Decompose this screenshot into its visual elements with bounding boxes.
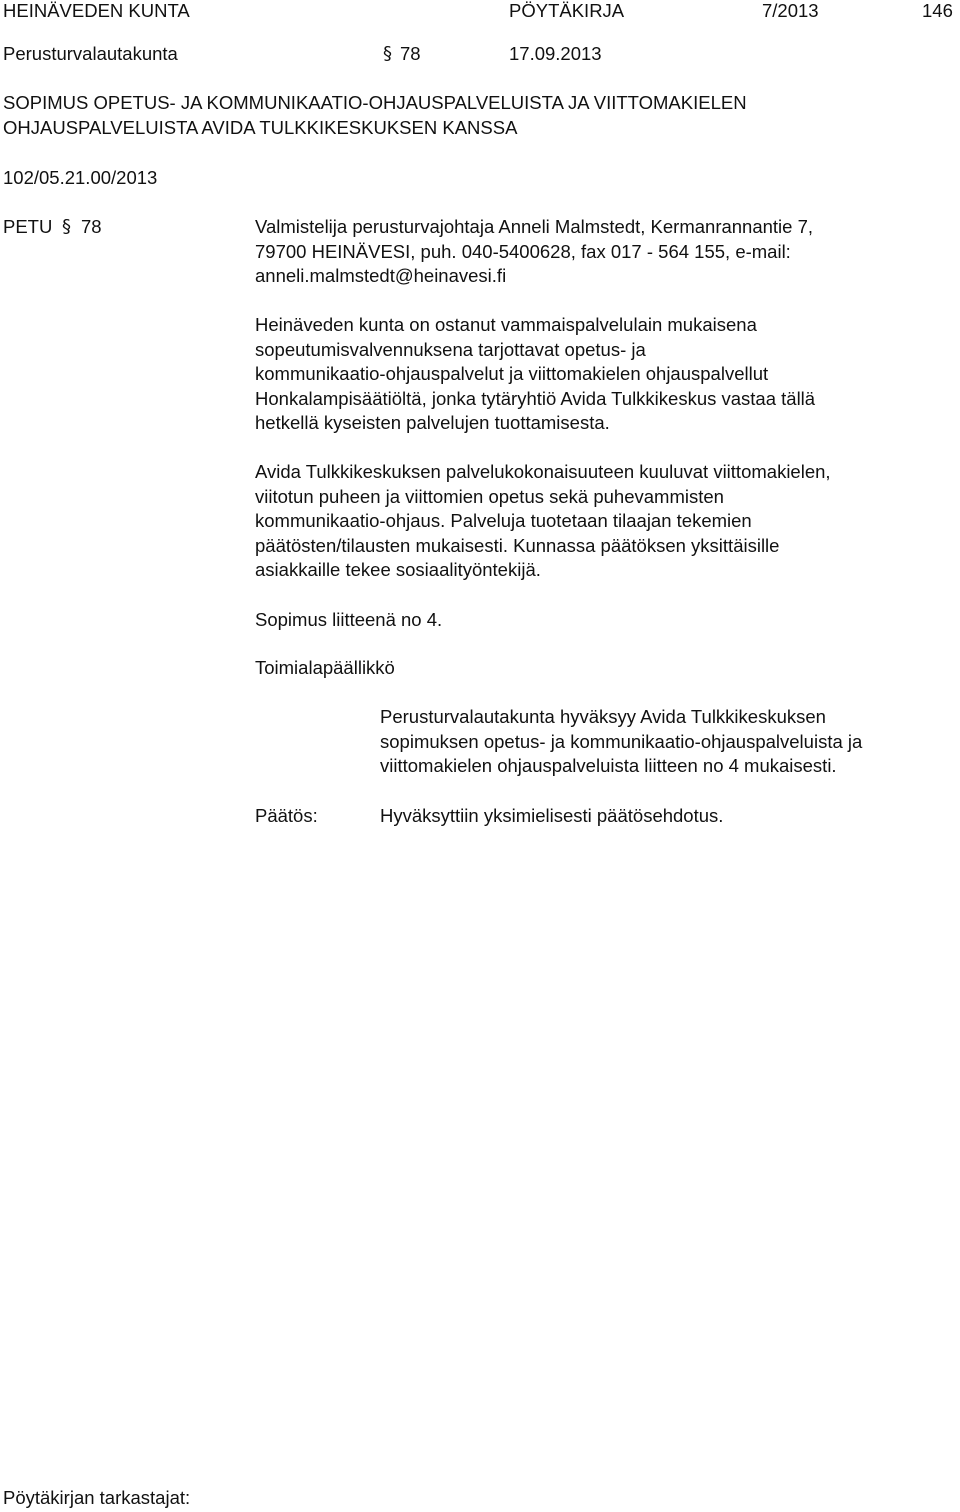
decision-text: Hyväksyttiin yksimielisesti päätösehdotus. bbox=[380, 805, 724, 826]
meeting-date: 17.09.2013 bbox=[509, 43, 602, 64]
board-name: Perusturvalautakunta bbox=[3, 43, 178, 64]
document-type: PÖYTÄKIRJA bbox=[509, 0, 625, 21]
paragraph-line: päätösten/tilausten mukaisesti. Kunnassa päätöksen yksittäisille bbox=[255, 534, 780, 556]
petu-section-symbol: § bbox=[62, 216, 71, 237]
paragraph-line: Avida Tulkkikeskuksen palvelukokonaisuuteen kuuluvat viittomakielen, bbox=[255, 461, 831, 482]
attachment-note: Sopimus liitteenä no 4. bbox=[255, 609, 443, 630]
paragraph-line: kommunikaatio-ohjaus. Palveluja tuotetaan tilaajan tekemien bbox=[255, 510, 752, 531]
paragraph-line: kommunikaatio-ohjauspalvelut ja viittomakielen ohjauspalvellut bbox=[255, 363, 769, 384]
reviewers-label: Pöytäkirjan tarkastajat: bbox=[3, 1487, 191, 1508]
proposal-line: Perusturvalautakunta hyväksyy Avida Tulkkikeskuksen bbox=[380, 706, 826, 727]
proposal-line: sopimuksen opetus- ja kommunikaatio-ohjauspalveluista ja bbox=[380, 730, 863, 752]
proposal-line: viittomakielen ohjauspalveluista liitteen no 4 mukaisesti. bbox=[380, 755, 837, 776]
paragraph-line: Honkalampisäätiöltä, jonka tytäryhtiö Avida Tulkkikeskus vastaa tällä bbox=[255, 387, 816, 409]
page-number: 146 bbox=[922, 0, 953, 21]
paragraph-line: hetkellä kyseisten palvelujen tuottamisesta. bbox=[255, 412, 610, 433]
paragraph-line: viitotun puheen ja viittomien opetus sekä puhevammisten bbox=[255, 485, 724, 507]
petu-label: PETU bbox=[3, 216, 53, 237]
background-paragraph bbox=[255, 313, 815, 436]
section-number: 78 bbox=[400, 43, 421, 64]
agenda-title-line: OHJAUSPALVELUISTA AVIDA TULKKIKESKUKSEN KANSSA bbox=[3, 116, 518, 138]
document-number: 7/2013 bbox=[762, 0, 819, 21]
paragraph-line: Heinäveden kunta on ostanut vammaispalvelulain mukaisena bbox=[255, 314, 757, 335]
paragraph-line: sopeutumisvalvennuksena tarjottavat opetus- ja bbox=[255, 338, 646, 360]
municipality-name: HEINÄVEDEN KUNTA bbox=[3, 0, 190, 21]
services-paragraph bbox=[255, 460, 831, 583]
agenda-title-line: SOPIMUS OPETUS- JA KOMMUNIKAATIO-OHJAUSPALVELUISTA JA VIITTOMAKIELEN bbox=[3, 92, 747, 113]
preparer-line: Valmistelija perusturvajohtaja Anneli Malmstedt, Kermanrannantie 7, bbox=[255, 216, 814, 237]
petu-section-number: 78 bbox=[81, 216, 102, 237]
paragraph-line: asiakkaille tekee sosiaalityöntekijä. bbox=[255, 559, 541, 580]
preparer-info bbox=[255, 215, 813, 289]
agenda-title bbox=[3, 91, 747, 140]
preparer-email: anneli.malmstedt@heinavesi.fi bbox=[255, 265, 507, 286]
preparer-line: 79700 HEINÄVESI, puh. 040-5400628, fax 017 - 564 155, e-mail: bbox=[255, 240, 791, 262]
proposer-title: Toimialapäällikkö bbox=[255, 657, 395, 678]
section-symbol: § bbox=[383, 43, 392, 64]
decision-label: Päätös: bbox=[255, 805, 318, 826]
case-id: 102/05.21.00/2013 bbox=[3, 167, 158, 188]
decision-proposal bbox=[380, 705, 862, 779]
